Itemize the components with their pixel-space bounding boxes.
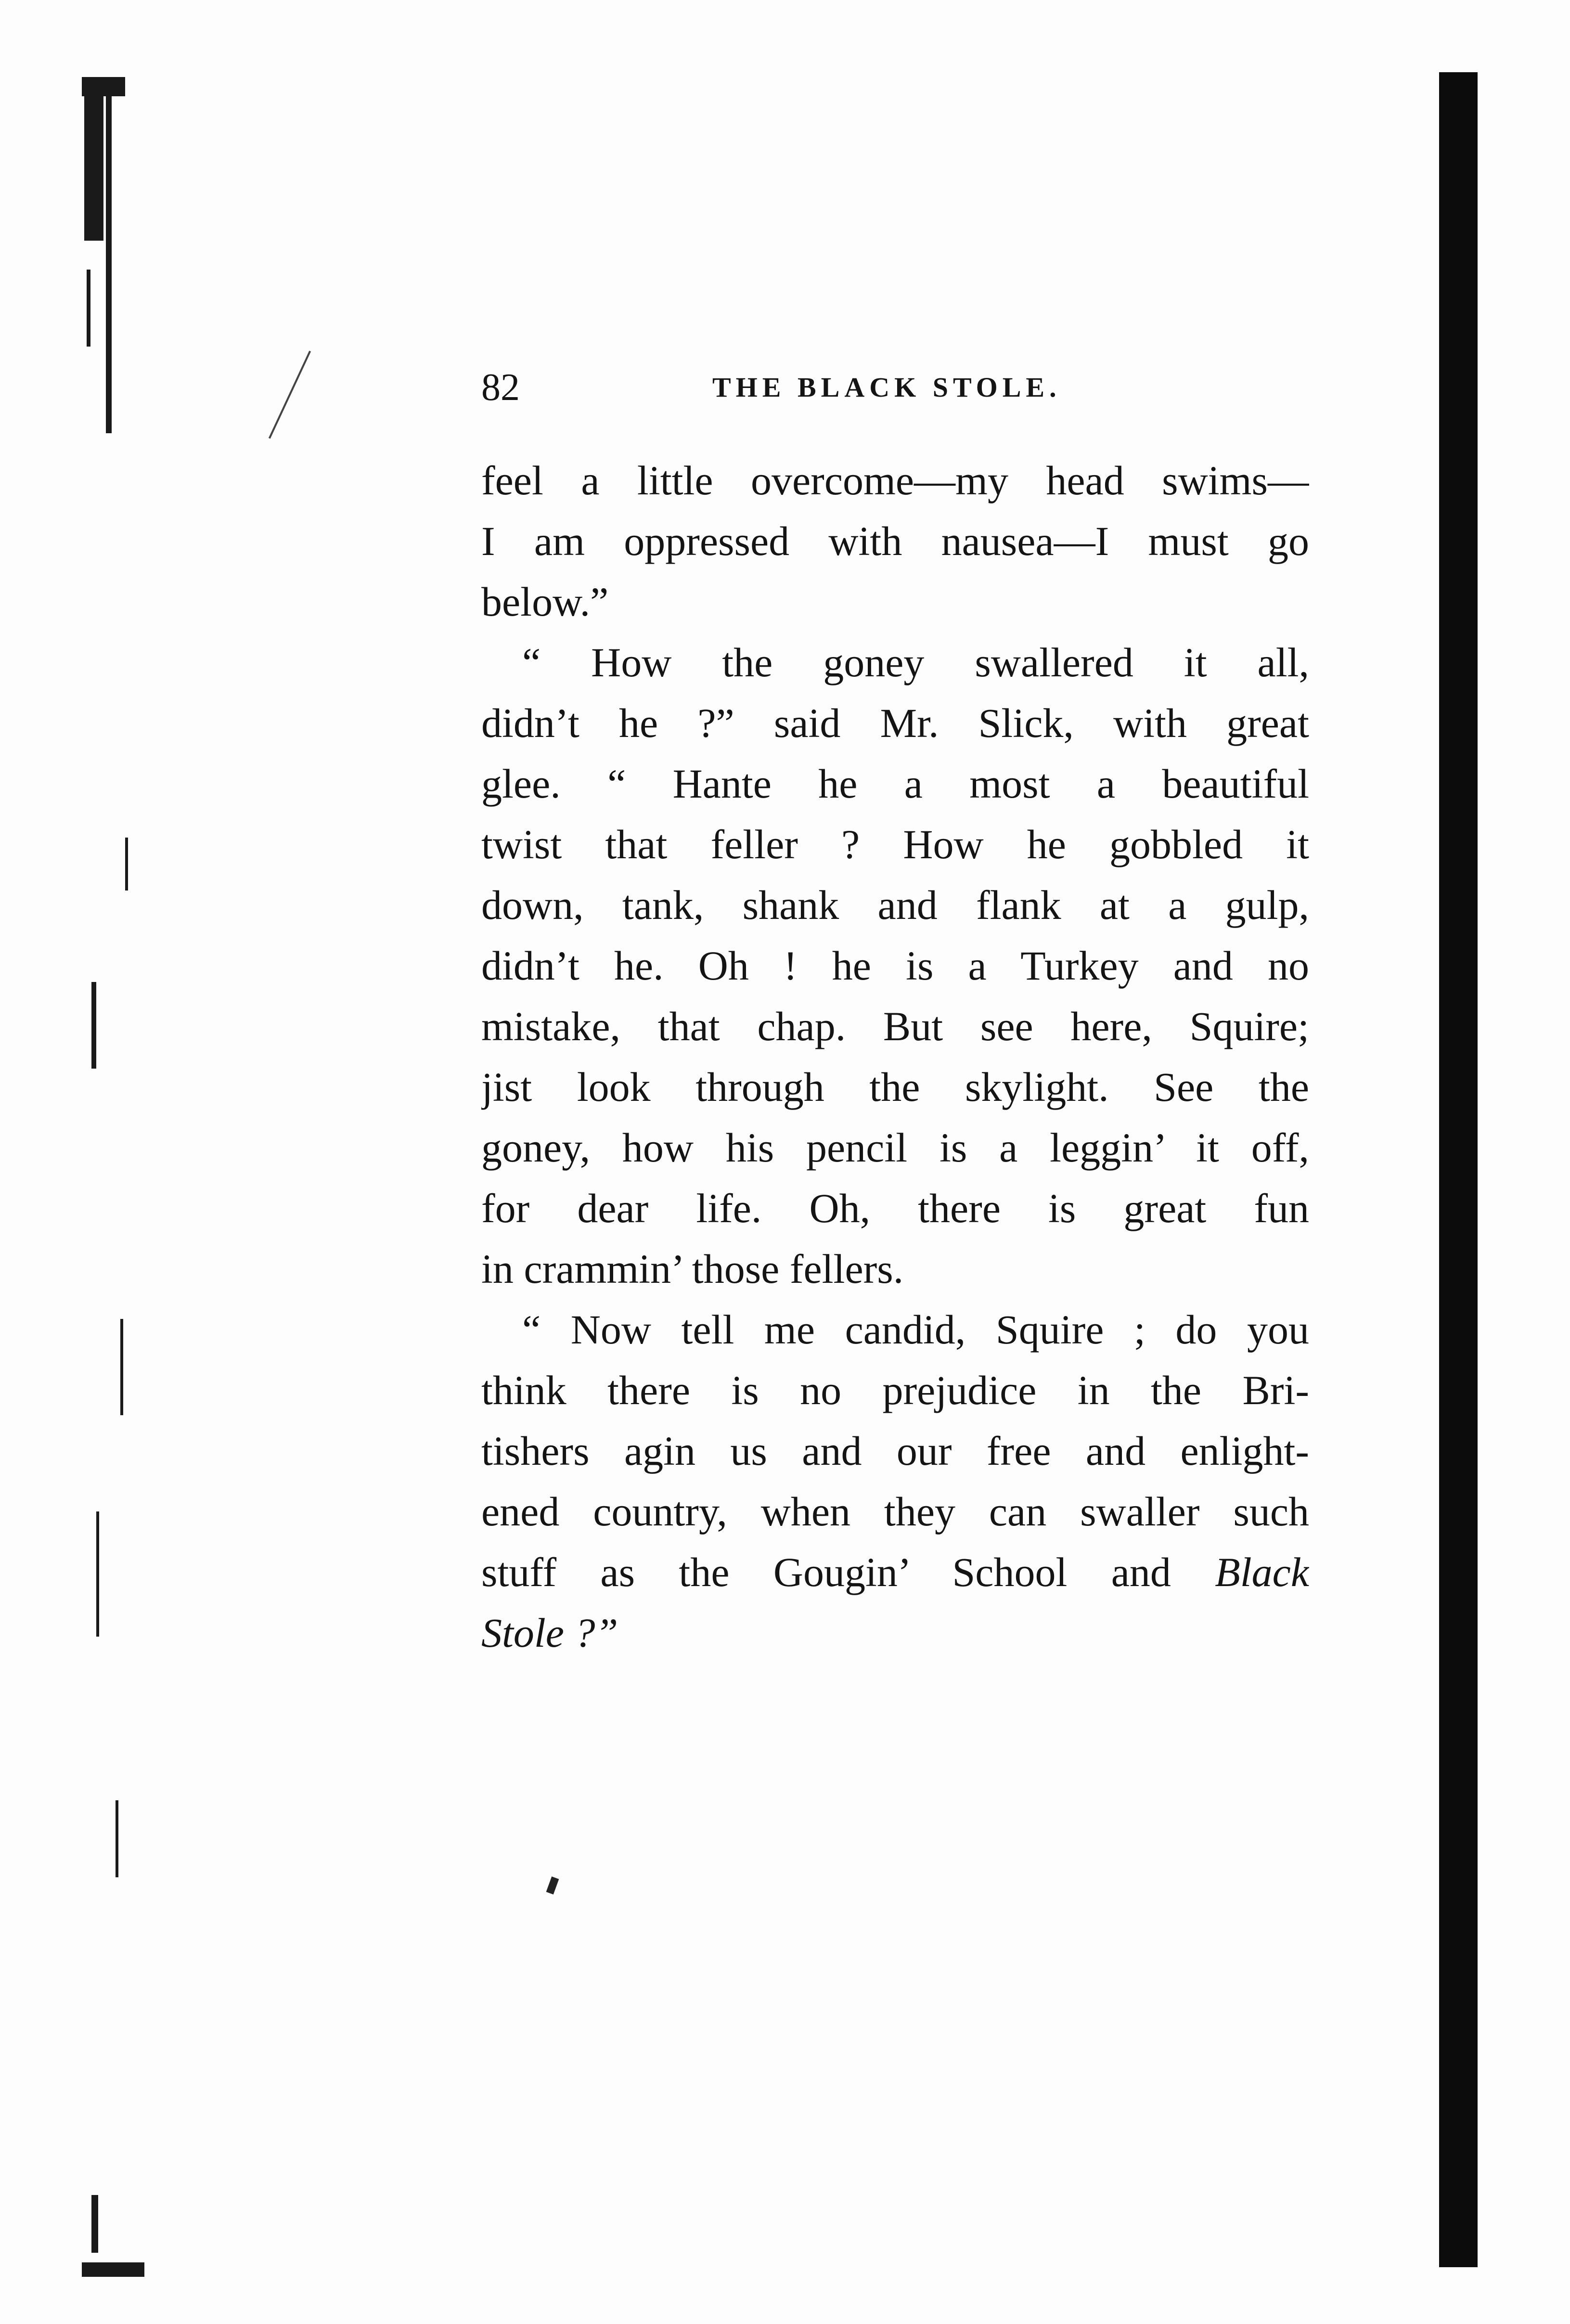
text-line: down, tank, shank and flank at a gulp, xyxy=(481,882,1309,928)
text-line-with-italic xyxy=(481,1542,1309,1602)
body-text xyxy=(481,450,1309,1663)
text-line: “ Now tell me candid, Squire ; do you xyxy=(522,1306,1309,1353)
text-line-italic xyxy=(481,1602,1309,1663)
text-line: goney, how his pencil is a leggin’ it off, xyxy=(481,1124,1309,1171)
text-line: mistake, that chap. But see here, Squire; xyxy=(481,1003,1309,1049)
text-line: twist that feller ? How he gobbled it xyxy=(481,821,1309,867)
text-line: tishers agin us and our free and enlight- xyxy=(481,1428,1309,1474)
text-line: think there is no prejudice in the Bri- xyxy=(481,1367,1309,1413)
page-edge-shadow xyxy=(1439,72,1478,2267)
text-line: didn’t he ?” said Mr. Slick, with great xyxy=(481,700,1309,746)
text-segment: stuff as the Gougin’ School and xyxy=(481,1549,1215,1595)
text-line: feel a little overcome—my head swims— xyxy=(481,457,1309,504)
text-line: for dear life. Oh, there is great fun xyxy=(481,1185,1309,1231)
text-line: below.” xyxy=(481,579,609,625)
page-header xyxy=(481,361,1348,414)
text-line: jist look through the skylight. See the xyxy=(481,1064,1309,1110)
page-number: 82 xyxy=(481,366,520,409)
italic-word: Black xyxy=(1215,1549,1309,1595)
text-line: didn’t he. Oh ! he is a Turkey and no xyxy=(481,943,1309,989)
ink-speck xyxy=(546,1876,559,1894)
text-line: I am oppressed with nausea—I must go xyxy=(481,518,1309,564)
binding-gutter xyxy=(77,67,130,2262)
text-line: ened country, when they can swaller such xyxy=(481,1488,1309,1535)
text-line: in crammin’ those fellers. xyxy=(481,1246,904,1292)
text-line: glee. “ Hante he a most a beautiful xyxy=(481,761,1309,807)
running-title: THE BLACK STOLE. xyxy=(712,372,1061,403)
italic-word: Stole ?” xyxy=(481,1610,618,1656)
text-line: “ How the goney swallered it all, xyxy=(522,639,1309,685)
pencil-mark xyxy=(269,351,311,439)
